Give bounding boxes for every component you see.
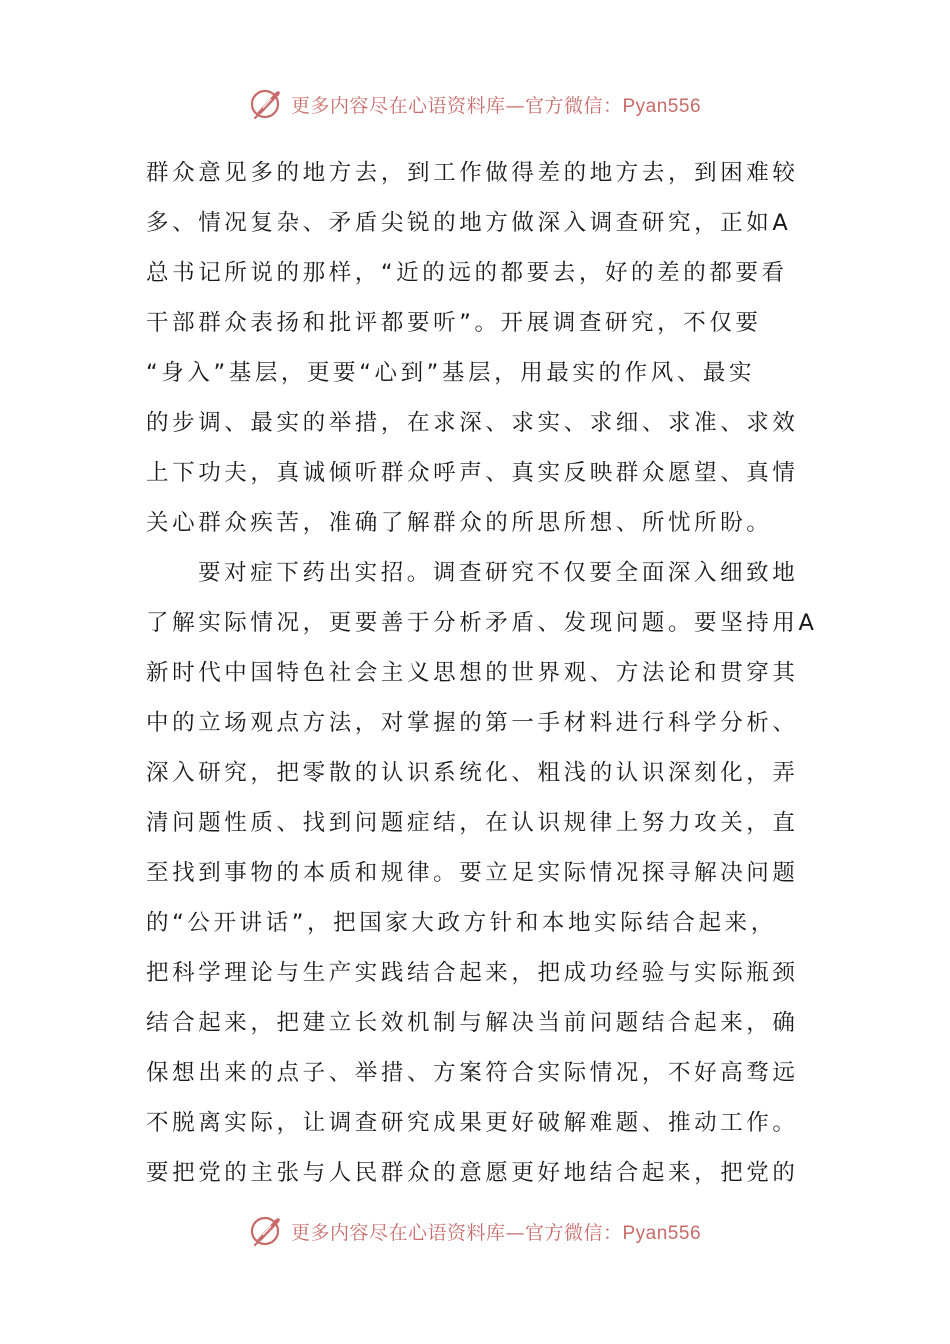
- text-line: 把科学理论与生产实践结合起来，把成功经验与实际瓶颈: [146, 960, 799, 986]
- text-line: 要对症下药出实招。调查研究不仅要全面深入细致地: [198, 560, 799, 586]
- text-line: 清问题性质、找到问题症结，在认识规律上努力攻关，直: [146, 810, 799, 836]
- footer-wechat-id: Pyan556: [622, 1222, 702, 1244]
- header-wechat-id: Pyan556: [622, 95, 702, 117]
- document-body: [146, 148, 818, 1198]
- text-line: 的步调、最实的举措，在求深、求实、求细、求准、求效: [146, 410, 799, 436]
- paragraph-1: [146, 148, 811, 548]
- text-line: 上下功夫，真诚倾听群众呼声、真实反映群众愿望、真情: [146, 460, 799, 486]
- footer-banner: [0, 1211, 950, 1251]
- text-line: 中的立场观点方法，对掌握的第一手材料进行科学分析、: [146, 710, 799, 736]
- text-line: 要把党的主张与人民群众的意愿更好地结合起来，把党的: [146, 1160, 799, 1186]
- text-line: 群众意见多的地方去，到工作做得差的地方去，到困难较: [146, 160, 799, 186]
- text-line: 保想出来的点子、举措、方案符合实际情况，不好高骛远: [146, 1060, 799, 1086]
- text-line: “身入”基层，更要“心到”基层，用最实的作风、最实: [146, 360, 756, 386]
- paragraph-2: [146, 548, 818, 1198]
- text-line: 干部群众表扬和批评都要听”。开展调查研究，不仅要: [146, 310, 762, 336]
- text-line: 至找到事物的本质和规律。要立足实际情况探寻解决问题: [146, 860, 799, 886]
- footer-banner-label: 更多内容尽在心语资料库—官方微信：: [290, 1221, 623, 1244]
- footer-banner-content: [249, 1213, 701, 1249]
- footer-banner-text: [291, 1218, 701, 1245]
- text-line: 不脱离实际，让调查研究成果更好破解难题、推动工作。: [146, 1110, 799, 1136]
- text-line: 深入研究，把零散的认识系统化、粗浅的认识深刻化，弄: [146, 760, 799, 786]
- quill-pen-logo-icon: [249, 86, 285, 122]
- header-banner-label: 更多内容尽在心语资料库—官方微信：: [290, 94, 623, 117]
- text-line: 总书记所说的那样，“近的远的都要去，好的差的都要看: [146, 260, 788, 286]
- text-line: 新时代中国特色社会主义思想的世界观、方法论和贯穿其: [146, 660, 799, 686]
- quill-pen-logo-icon: [249, 1213, 285, 1249]
- text-line: 结合起来，把建立长效机制与解决当前问题结合起来，确: [146, 1010, 799, 1036]
- text-line: 的“公开讲话”，把国家大政方针和本地实际结合起来，: [146, 910, 777, 936]
- text-line: 了解实际情况，更要善于分析矛盾、发现问题。要坚持用A: [146, 610, 818, 636]
- header-banner-content: [249, 86, 701, 122]
- header-banner-text: [291, 91, 701, 118]
- header-banner: [0, 84, 950, 124]
- text-line: 多、情况复杂、矛盾尖锐的地方做深入调查研究，正如A: [146, 210, 792, 236]
- text-line: 关心群众疾苦，准确了解群众的所思所想、所忧所盼。: [146, 510, 773, 536]
